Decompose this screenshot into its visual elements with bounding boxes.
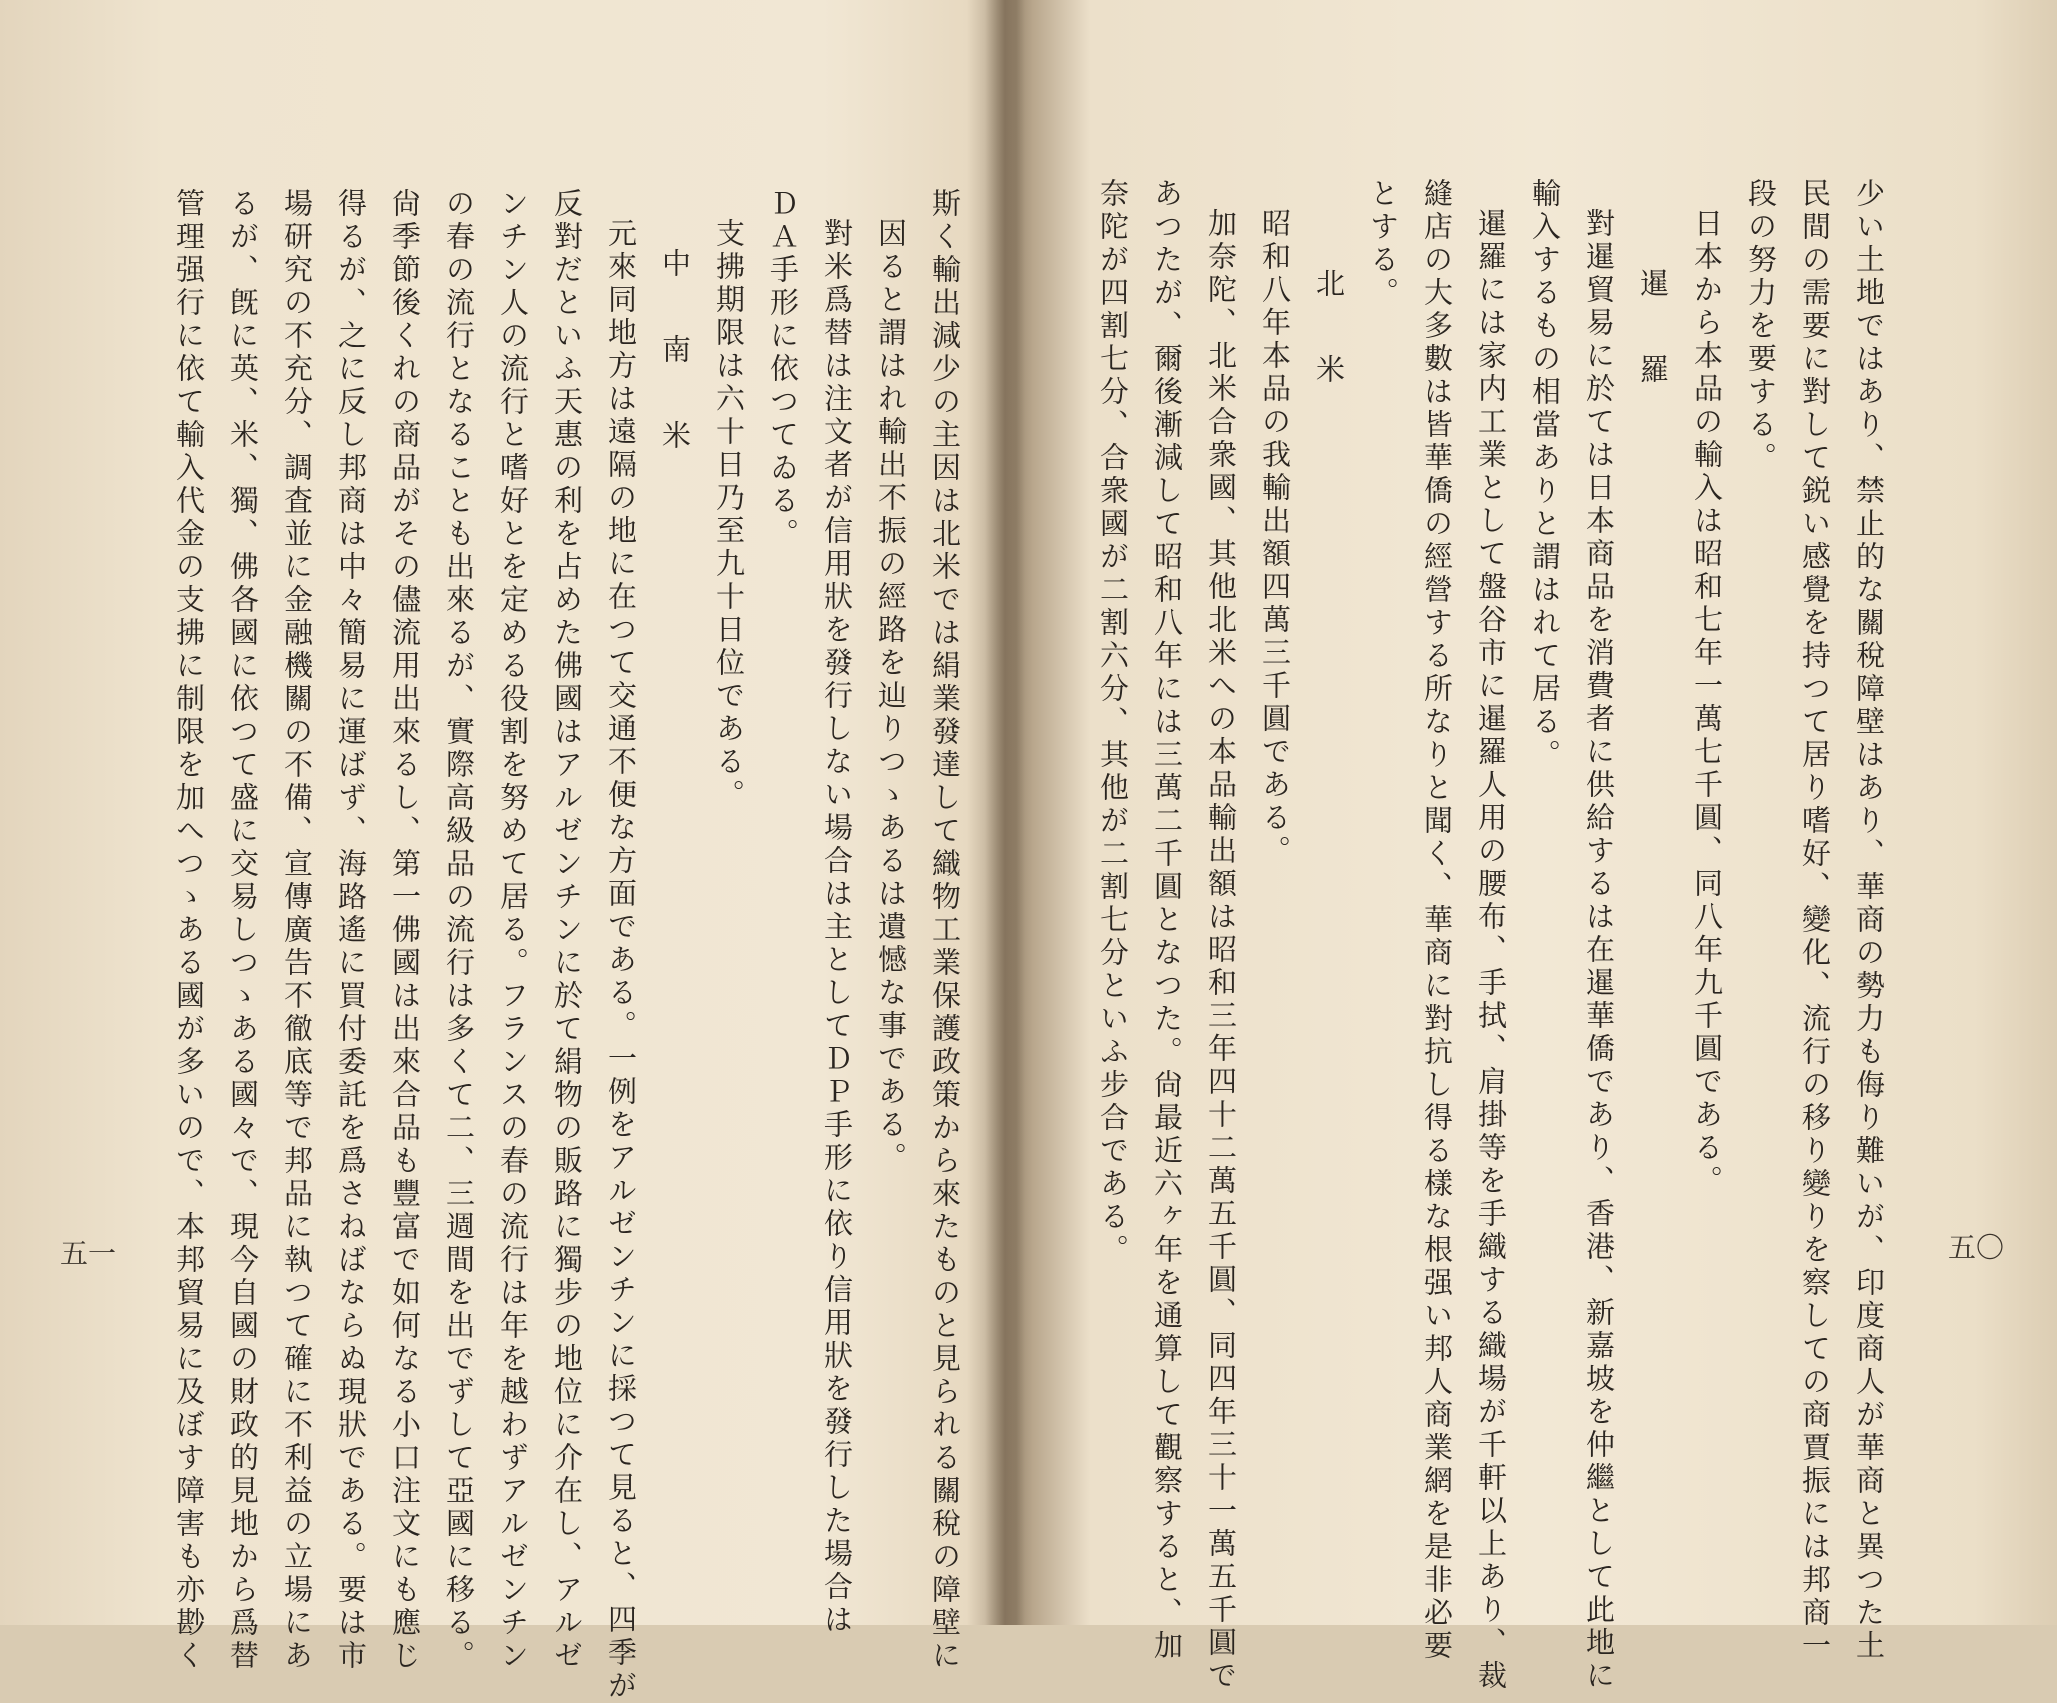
text-column: 奈陀が四割七分、合衆國が二割六分、其他が二割七分といふ步合である。 bbox=[1096, 178, 1130, 1267]
text-column: 縫店の大多數は皆華僑の經營する所なりと聞く、華商に對抗し得る樣な根强い邦人商業網を是非必要 bbox=[1420, 178, 1454, 1663]
section-heading-siam: 暹 羅 bbox=[1636, 268, 1670, 397]
text-column: 尙季節後くれの商品がその儘流用出來るし、第一佛國は出來合品も豐富で如何なる小口注文にも應じ bbox=[388, 188, 422, 1673]
text-column: 元來同地方は遠隔の地に在つて交通不便な方面である。一例をアルゼンチンに採つて見ると、四季が bbox=[604, 218, 638, 1703]
page-number: 五一 bbox=[60, 1237, 117, 1270]
text-column: 因ると謂はれ輸出不振の經路を辿りつゝあるは遺憾な事である。 bbox=[874, 218, 908, 1175]
section-heading-central-south-america: 中 南 米 bbox=[658, 248, 692, 463]
page-number: 五〇 bbox=[1948, 1231, 2005, 1264]
text-column: とする。 bbox=[1366, 178, 1400, 310]
text-column: 對暹貿易に於ては日本商品を消費者に供給するは在暹華僑であり、香港、新嘉坡を仲繼として此地に bbox=[1582, 208, 1616, 1693]
section-heading-north-america: 北 米 bbox=[1312, 268, 1346, 397]
text-column: 民間の需要に對して鋭い感覺を持つて居り嗜好、變化、流行の移り變りを察しての商賈振には邦商一 bbox=[1798, 178, 1832, 1663]
text-column: るが、旣に英、米、獨、佛各國に依つて盛に交易しつゝある國々で、現今自國の財政的見地から爲替 bbox=[226, 188, 260, 1673]
text-column: 加奈陀、北米合衆國、其他北米への本品輸出額は昭和三年四十二萬五千圓、同四年三十一萬五千圓で bbox=[1204, 208, 1238, 1693]
text-column: 反對だといふ天惠の利を占めた佛國はアルゼンチンに於て絹物の販路に獨步の地位に介在し、アルゼ bbox=[550, 188, 584, 1673]
text-column: 支拂期限は六十日乃至九十日位である。 bbox=[712, 218, 746, 812]
left-page bbox=[0, 0, 1005, 1703]
text-column: ンチン人の流行と嗜好とを定める役割を努めて居る。フランスの春の流行は年を越わずアルゼンチン bbox=[496, 188, 530, 1673]
text-column: 日本から本品の輸入は昭和七年一萬七千圓、同八年九千圓である。 bbox=[1690, 208, 1724, 1198]
text-column: ＤＡ手形に依つてゐる。 bbox=[766, 188, 800, 551]
text-column: 輸入するもの相當ありと謂はれて居る。 bbox=[1528, 178, 1562, 772]
text-column: 管理强行に依て輸入代金の支拂に制限を加へつゝある國が多いので、本邦貿易に及ぼす障害も亦尠く bbox=[172, 188, 206, 1673]
text-column: 昭和八年本品の我輸出額四萬三千圓である。 bbox=[1258, 208, 1292, 868]
right-page bbox=[1010, 0, 2057, 1693]
text-column: 少い土地ではあり、禁止的な關稅障壁はあり、華商の勢力も侮り難いが、印度商人が華商と異つた土 bbox=[1852, 178, 1886, 1663]
text-column: 得るが、之に反し邦商は中々簡易に運ばず、海路遙に買付委託を爲さねばならぬ現狀である。要は市 bbox=[334, 188, 368, 1673]
text-column: あつたが、爾後漸減して昭和八年には三萬二千圓となつた。尙最近六ヶ年を通算して觀察すると、加 bbox=[1150, 178, 1184, 1663]
text-column: 段の努力を要する。 bbox=[1744, 178, 1778, 475]
text-column: 斯く輸出減少の主因は北米では絹業發達して織物工業保護政策から來たものと見られる關稅の障壁に bbox=[928, 188, 962, 1673]
text-column: 對米爲替は注文者が信用狀を發行しない場合は主としてＤＰ手形に依り信用狀を發行した場合は bbox=[820, 218, 854, 1637]
text-column: の春の流行となることも出來るが、實際高級品の流行は多くて二、三週間を出でずして亞國に移る。 bbox=[442, 188, 476, 1673]
text-column: 暹羅には家内工業として盤谷市に暹羅人用の腰布、手拭、肩掛等を手織する織場が千軒以上あり、裁 bbox=[1474, 208, 1508, 1693]
text-column: 場研究の不充分、調査並に金融機關の不備、宣傳廣告不徹底等で邦品に執つて確に不利益の立場にあ bbox=[280, 188, 314, 1673]
